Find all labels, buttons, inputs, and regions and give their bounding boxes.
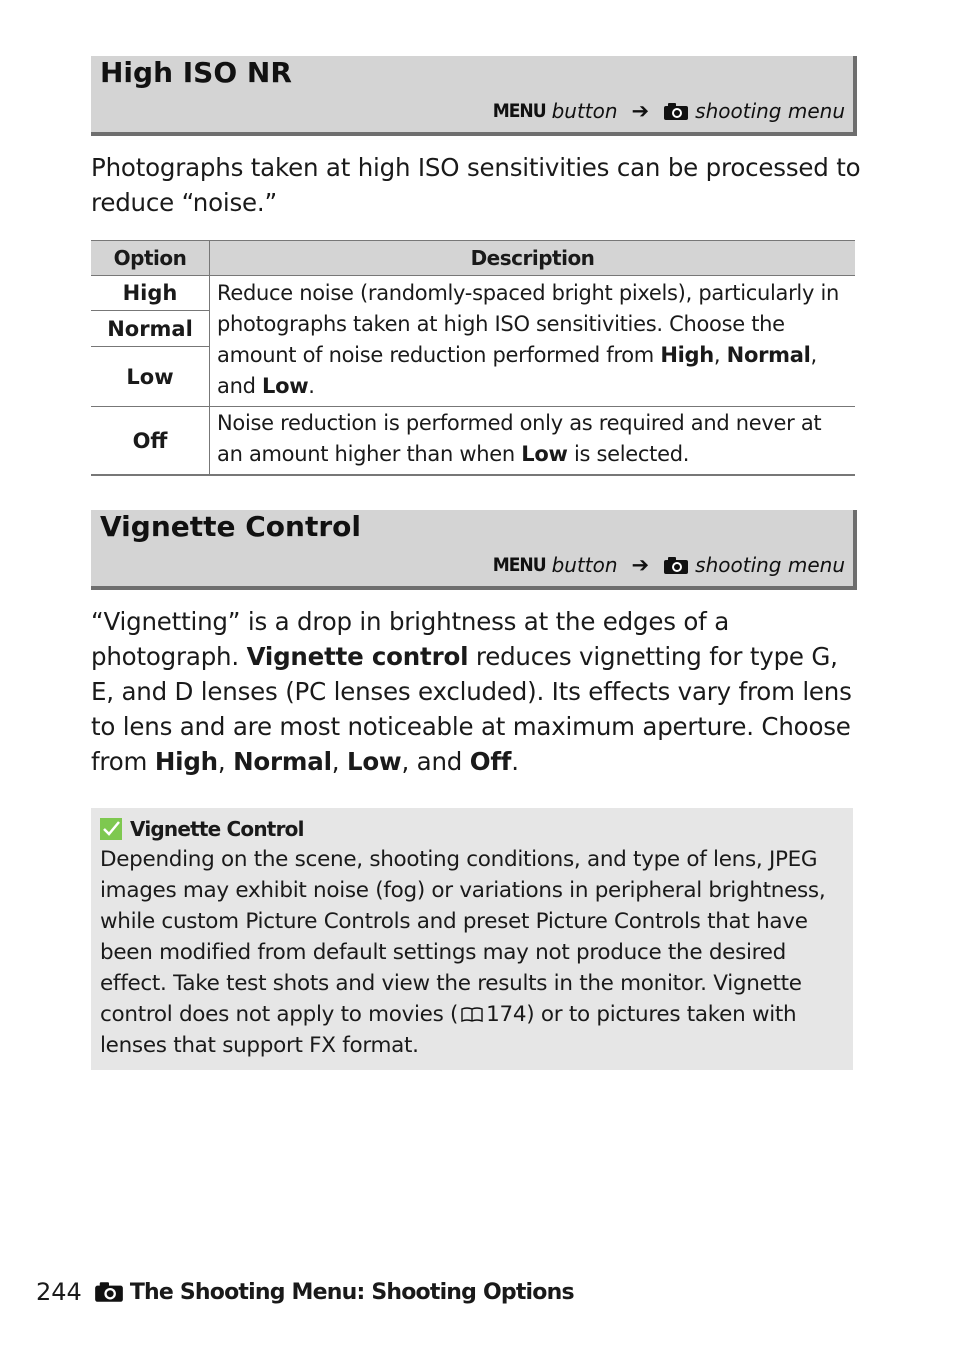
menu-path [493, 99, 845, 123]
table-header-option: Option [91, 241, 210, 276]
menu-label: MENU [492, 554, 546, 576]
note-header [100, 814, 843, 844]
vignette-control-header [91, 510, 857, 590]
page-reference-link[interactable]: 174 [486, 1002, 527, 1027]
section-title: High ISO NR [100, 56, 292, 89]
option-normal: Normal [91, 311, 210, 347]
checkmark-icon [100, 818, 122, 840]
table-header-description: Description [210, 241, 856, 276]
option-low: Low [91, 347, 210, 407]
menu-name: shooting menu [695, 99, 845, 123]
high-iso-intro: Photographs taken at high ISO sensitivities can be processed to reduce “noise.” [91, 153, 861, 217]
description-off: Noise reduction is performed only as required and never at an amount higher than when Low is selected. [210, 407, 856, 476]
button-label: button [551, 99, 618, 123]
section-title: Vignette Control [100, 510, 361, 543]
camera-icon [663, 556, 689, 575]
menu-path [493, 553, 845, 577]
book-icon [461, 1006, 483, 1022]
page-footer [36, 1278, 574, 1306]
menu-name: shooting menu [695, 553, 845, 577]
description-high-normal-low: Reduce noise (randomly-spaced bright pixels), particularly in photographs taken at high ISO sensitivities. Choose the amount of noise reduction performed from High, Normal, and Low. [210, 276, 856, 407]
vignette-note-box [91, 808, 853, 1070]
arrow-icon: ➔ [631, 99, 650, 123]
note-body: Depending on the scene, shooting conditions, and type of lens, JPEG images may exhibit noise (fog) or variations in peripheral brightness, while custom Picture Controls and preset Picture Controls that have been modified from default settings may not produce the desired effect. Take test shots and view the results in the monitor. Vignette control does not apply to movies ( 174) or to pictures taken with lenses that support FX format. [100, 847, 826, 1058]
camera-icon [94, 1281, 124, 1303]
camera-icon [663, 102, 689, 121]
menu-label: MENU [492, 100, 546, 122]
vignette-description: “Vignetting” is a drop in brightness at the edges of a photograph. Vignette control reduces vignetting for type G, E, and D lenses (PC lenses excluded). Its effects vary from lens to lens and are most noticeable at maximum aperture. Choose from High, Normal, Low, and Off. [91, 607, 852, 776]
option-off: Off [91, 407, 210, 476]
chapter-title: The Shooting Menu: Shooting Options [129, 1279, 574, 1305]
options-table [91, 240, 855, 476]
button-label: button [551, 553, 618, 577]
high-iso-nr-header [91, 56, 857, 136]
option-high: High [91, 276, 210, 311]
page-number: 244 [36, 1278, 82, 1306]
arrow-icon: ➔ [631, 553, 650, 577]
note-title: Vignette Control [130, 817, 304, 841]
